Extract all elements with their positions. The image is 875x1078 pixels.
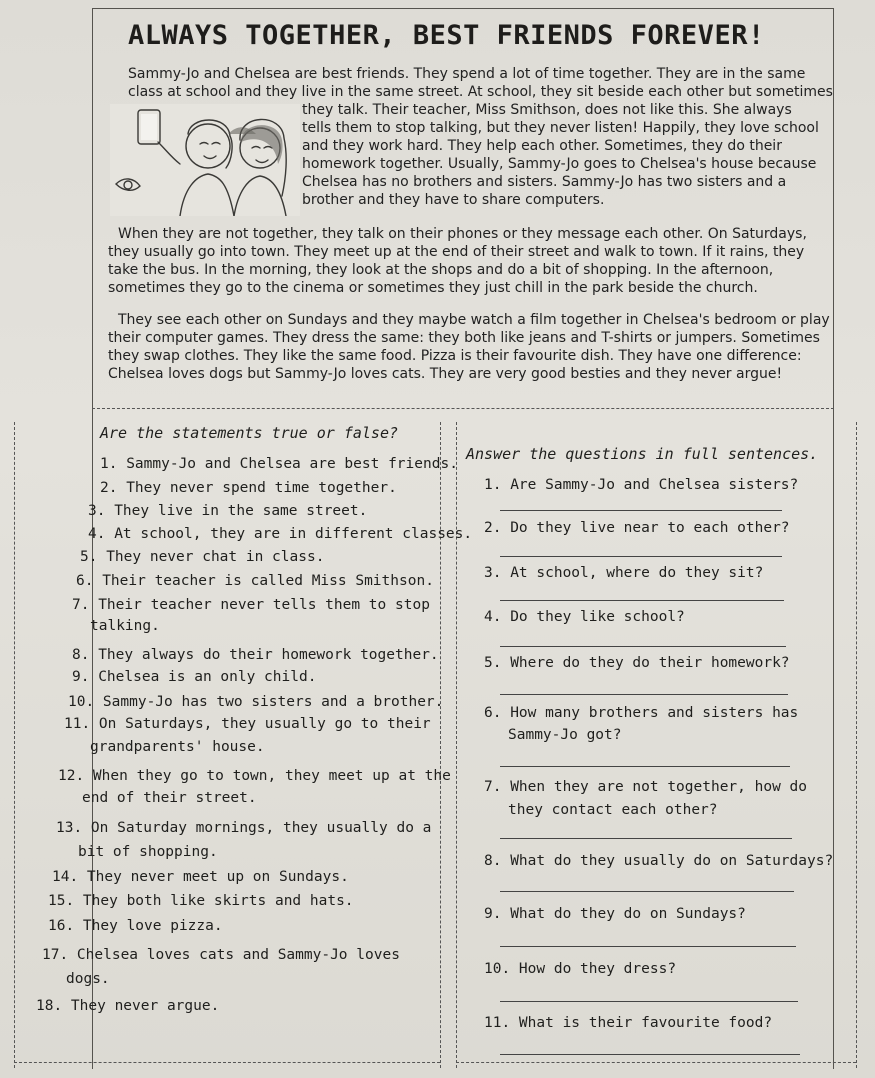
left-box-bottom-border [14, 1062, 440, 1063]
statement: 6. Their teacher is called Miss Smithson. [76, 573, 434, 589]
answer-line-5[interactable] [500, 694, 788, 695]
story-line: they usually go into town. They meet up at the end of their street and walk to town. If it rains, they [108, 244, 805, 260]
answer-line-4[interactable] [500, 646, 786, 647]
answer-line-6[interactable] [500, 766, 790, 767]
story-line: Chelsea has no brothers and sisters. Sammy-Jo has two sisters and a [302, 174, 787, 190]
friends-selfie-drawing [110, 104, 300, 216]
section-top-border [92, 408, 834, 409]
story-line: Chelsea loves dogs but Sammy-Jo loves cats. They are very good besties and they never argue! [108, 366, 783, 382]
right-box-right-border [856, 422, 857, 1068]
statement: 7. Their teacher never tells them to stop [72, 597, 430, 613]
worksheet-title: ALWAYS TOGETHER, BEST FRIENDS FOREVER! [128, 20, 765, 51]
friends-illustration [110, 104, 300, 216]
statement: 17. Chelsea loves cats and Sammy-Jo loves [42, 947, 400, 963]
left-box-right-border [440, 422, 441, 1068]
right-box-bottom-border [456, 1062, 856, 1063]
story-line: brother and they have to share computers. [302, 192, 605, 208]
question: 2. Do they live near to each other? [484, 520, 790, 536]
story-line: Sammy-Jo and Chelsea are best friends. They spend a lot of time together. They are in the same [128, 66, 806, 82]
answer-line-3[interactable] [500, 600, 784, 601]
statement: 1. Sammy-Jo and Chelsea are best friends. [100, 456, 458, 472]
story-line: they talk. Their teacher, Miss Smithson, does not like this. She always [302, 102, 792, 118]
statement: 15. They both like skirts and hats. [48, 893, 354, 909]
question: 8. What do they usually do on Saturdays? [484, 853, 834, 869]
statement: 12. When they go to town, they meet up at the [58, 768, 451, 784]
story-line: sometimes they go to the cinema or sometimes they just chill in the park beside the church. [108, 280, 758, 296]
true-false-heading: Are the statements true or false? [100, 424, 399, 442]
question: 4. Do they like school? [484, 609, 685, 625]
question: 9. What do they do on Sundays? [484, 906, 746, 922]
statement-continued: dogs. [66, 971, 110, 987]
story-line: class at school and they live in the same street. At school, they sit beside each other but sometimes [128, 84, 833, 100]
story-line: their computer games. They dress the same: they both like jeans and T-shirts or jumpers. Sometimes [108, 330, 820, 346]
answer-line-9[interactable] [500, 946, 796, 947]
story-line: take the bus. In the morning, they look at the shops and do a bit of shopping. In the afternoon, [108, 262, 774, 278]
question-continued: they contact each other? [508, 802, 718, 818]
statement: 13. On Saturday mornings, they usually do a [56, 820, 432, 836]
answer-line-11[interactable] [500, 1054, 800, 1055]
story-line: they swap clothes. They like the same food. Pizza is their favourite dish. They have one difference: [108, 348, 802, 364]
statement-continued: talking. [90, 618, 160, 634]
question: 6. How many brothers and sisters has [484, 705, 799, 721]
statement-continued: end of their street. [82, 790, 257, 806]
statement: 11. On Saturdays, they usually go to their [64, 716, 431, 732]
statement: 4. At school, they are in different classes. [88, 526, 473, 542]
question: 5. Where do they do their homework? [484, 655, 790, 671]
question: 1. Are Sammy-Jo and Chelsea sisters? [484, 477, 799, 493]
right-box-left-border [456, 422, 457, 1068]
answer-line-10[interactable] [500, 1001, 798, 1002]
statement: 10. Sammy-Jo has two sisters and a brother. [68, 694, 444, 710]
question: 7. When they are not together, how do [484, 779, 808, 795]
story-line: tells them to stop talking, but they never listen! Happily, they love school [302, 120, 819, 136]
story-line: and they work hard. They help each other. Sometimes, they do their [302, 138, 782, 154]
statement: 8. They always do their homework together. [72, 647, 439, 663]
statement: 5. They never chat in class. [80, 549, 325, 565]
statement-continued: bit of shopping. [78, 844, 218, 860]
statement: 14. They never meet up on Sundays. [52, 869, 349, 885]
statement: 3. They live in the same street. [88, 503, 368, 519]
story-line: homework together. Usually, Sammy-Jo goes to Chelsea's house because [302, 156, 817, 172]
story-line: When they are not together, they talk on their phones or they message each other. On Saturdays, [118, 226, 807, 242]
question-continued: Sammy-Jo got? [508, 727, 622, 743]
statement-continued: grandparents' house. [90, 739, 265, 755]
statement: 2. They never spend time together. [100, 480, 397, 496]
left-box-left-border [14, 422, 15, 1068]
answer-line-8[interactable] [500, 891, 794, 892]
question: 3. At school, where do they sit? [484, 565, 764, 581]
statement: 18. They never argue. [36, 998, 220, 1014]
question: 10. How do they dress? [484, 961, 677, 977]
answer-line-1[interactable] [500, 510, 782, 511]
story-line: They see each other on Sundays and they maybe watch a film together in Chelsea's bedroom or play [118, 312, 830, 328]
question: 11. What is their favourite food? [484, 1015, 773, 1031]
answer-line-2[interactable] [500, 556, 782, 557]
questions-heading: Answer the questions in full sentences. [466, 445, 819, 463]
statement: 9. Chelsea is an only child. [72, 669, 317, 685]
answer-line-7[interactable] [500, 838, 792, 839]
statement: 16. They love pizza. [48, 918, 223, 934]
